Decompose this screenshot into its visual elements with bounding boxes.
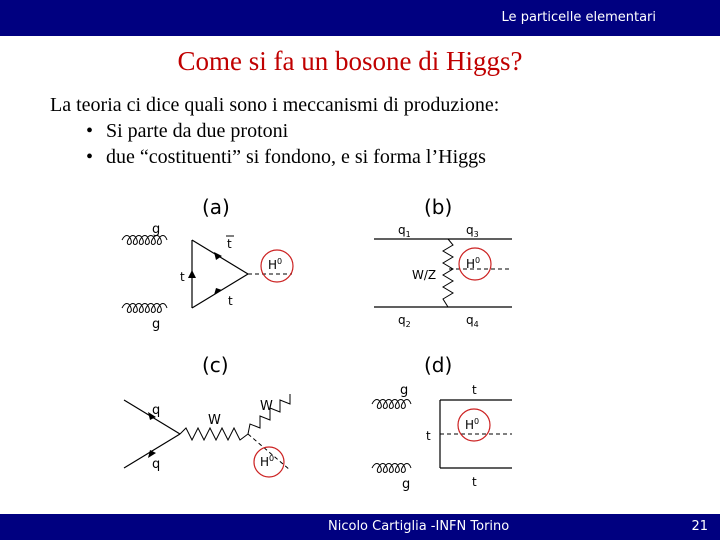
w-propagator-line [180, 428, 248, 440]
feynman-diagrams [110, 188, 530, 498]
diagram-c-label: (c) [202, 353, 229, 377]
arrow-icon [214, 288, 222, 295]
top-quark-label-bottom: t [472, 475, 477, 489]
quark-label-bottom: q [152, 457, 161, 472]
higgs-label: $H^0$ [260, 454, 275, 469]
diagram-b [374, 195, 512, 329]
diagram-c [124, 353, 290, 477]
gluon-line-bottom [122, 304, 167, 313]
higgs-label: $H^0$ [465, 417, 480, 432]
header-subject: Le particelle elementari [501, 10, 656, 25]
gluon-label-bottom: g [152, 317, 161, 332]
diagram-a-label: (a) [202, 195, 230, 219]
diagram-a [122, 195, 293, 332]
quark-label-q3: $q_3$ [466, 223, 479, 239]
w-outgoing-label: W [260, 399, 273, 414]
top-quark-label-mid: t [426, 429, 431, 443]
bullet-text: Si parte da due protoni [106, 120, 289, 142]
quark-label-q4: $q_4$ [466, 313, 479, 329]
bullet-icon: • [86, 120, 94, 142]
top-quark-label-left: t [180, 270, 185, 284]
higgs-label: $H^0$ [466, 256, 481, 271]
slide-title: Come si fa un bosone di Higgs? [177, 46, 523, 76]
top-quark-label-bottom: t [228, 294, 233, 308]
page-number: 21 [691, 519, 708, 534]
footer-author: Nicolo Cartiglia -INFN Torino [328, 519, 510, 534]
wz-label: W/Z [412, 268, 437, 282]
diagram-d [372, 353, 512, 492]
header-bar [0, 0, 720, 36]
gluon-line-top [372, 400, 411, 409]
top-quark-label-top: t [472, 383, 477, 397]
footer-bar [0, 514, 720, 540]
higgs-label: $H^0$ [268, 257, 283, 272]
arrow-icon [214, 252, 222, 260]
wz-boson-line [443, 239, 453, 307]
diagram-b-label: (b) [424, 195, 453, 219]
diagram-d-label: (d) [424, 353, 453, 377]
gluon-label-top: g [152, 222, 161, 237]
w-propagator-label: W [208, 413, 221, 428]
slide-body [50, 92, 690, 170]
bullet-icon: • [86, 146, 94, 168]
bullet-list [50, 118, 690, 170]
bullet-item [86, 118, 690, 144]
gluon-label-top: g [400, 383, 409, 398]
bullet-item [86, 144, 690, 170]
gluon-label-bottom: g [402, 477, 411, 492]
top-antiquark-label: t [227, 237, 232, 251]
bullet-text: due “costituenti” si fondono, e si forma l’Higgs [106, 146, 486, 168]
quark-label-top: q [152, 403, 161, 418]
quark-label-q1: $q_1$ [398, 223, 411, 239]
quark-label-q2: $q_2$ [398, 313, 411, 329]
arrow-icon [188, 270, 196, 278]
gluon-line-bottom [372, 464, 411, 473]
intro-text: La teoria ci dice quali sono i meccanismi di produzione: [50, 94, 500, 116]
